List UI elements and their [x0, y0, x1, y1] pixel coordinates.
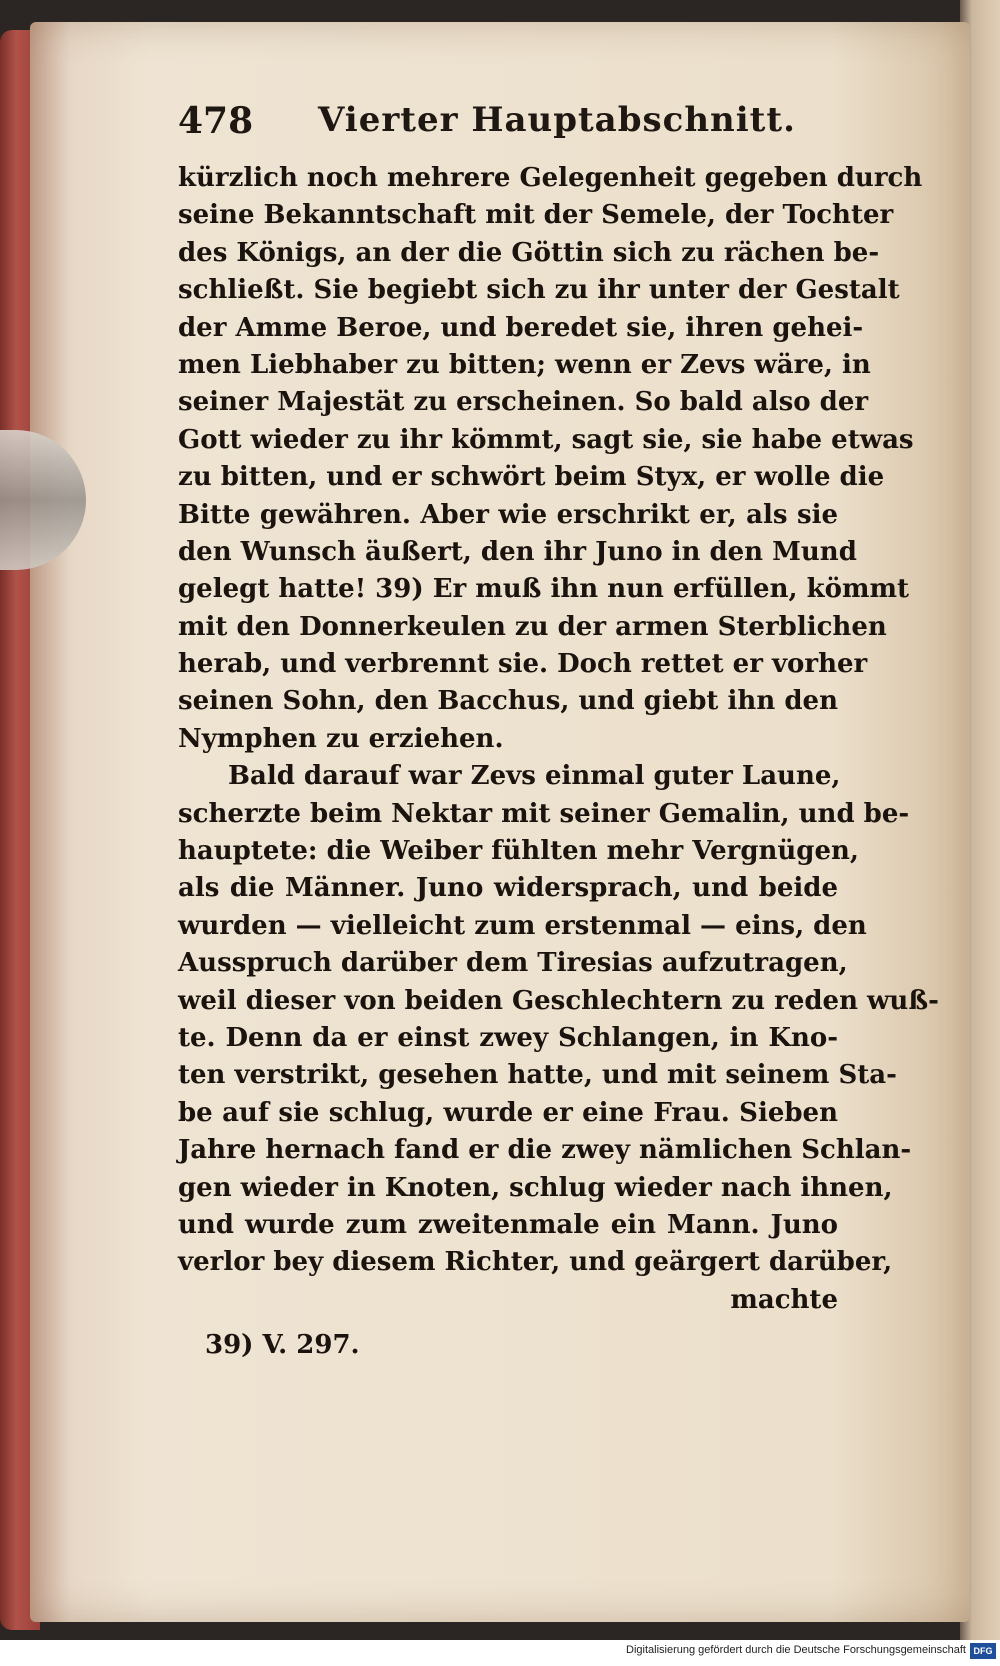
text-line: weil dieser von beiden Geschlechtern zu reden wuß- [178, 985, 939, 1016]
text-line: Gott wieder zu ihr kömmt, sagt sie, sie habe etwas [178, 424, 914, 455]
text-line: Nymphen zu erziehen. [178, 723, 504, 754]
footer-bar [0, 1640, 1000, 1666]
text-line: ten verstrikt, gesehen hatte, und mit seinem Sta- [178, 1060, 897, 1091]
text-line: der Amme Beroe, und beredet sie, ihren gehei- [178, 312, 864, 343]
text-line: seine Bekanntschaft mit der Semele, der Tochter [178, 200, 894, 231]
text-line: Bald darauf war Zevs einmal guter Laune, [228, 761, 841, 792]
catchword: machte [730, 1284, 838, 1315]
text-line: des Königs, an der die Göttin sich zu rächen be- [178, 237, 880, 268]
page-header [178, 100, 878, 150]
text-line: mit den Donnerkeulen zu der armen Sterblichen [178, 611, 887, 642]
text-line: te. Denn da er einst zwey Schlangen, in Kno- [178, 1022, 838, 1053]
text-line: kürzlich noch mehrere Gelegenheit gegeben durch [178, 163, 923, 193]
text-line: verlor bey diesem Richter, und geärgert darüber, [178, 1247, 893, 1278]
text-line: schließt. Sie begiebt sich zu ihr unter der Gestalt [178, 275, 900, 306]
text-line: gelegt hatte! 39) Er muß ihn nun erfüllen, kömmt [178, 574, 909, 605]
text-line: wurden — vielleicht zum erstenmal — eins, den [178, 910, 867, 941]
funding-credit: Digitalisierung gefördert durch die Deutsche Forschungsgemeinschaft [626, 1644, 966, 1656]
text-line: men Liebhaber zu bitten; wenn er Zevs wäre, in [178, 349, 871, 380]
text-line: den Wunsch äußert, den ihr Juno in den Mund [178, 536, 857, 567]
text-line: Jahre hernach fand er die zwey nämlichen Schlan- [178, 1135, 912, 1166]
text-line: Ausspruch darüber dem Tiresias aufzutragen, [178, 948, 848, 979]
text-line: scherzte beim Nektar mit seiner Gemalin, und be- [178, 798, 910, 829]
dfg-logo: DFG [970, 1643, 996, 1659]
text-line: seinen Sohn, den Bacchus, und giebt ihn den [178, 686, 838, 717]
text-line: zu bitten, und er schwört beim Styx, er wolle die [178, 462, 885, 493]
text-line: herab, und verbrennt sie. Doch rettet er vorher [178, 649, 868, 680]
text-line: gen wieder in Knoten, schlug wieder nach ihnen, [178, 1172, 893, 1203]
body-text [178, 160, 939, 1319]
page-number: 478 [178, 100, 254, 142]
running-title: Vierter Hauptabschnitt. [318, 100, 796, 140]
text-line: Bitte gewähren. Aber wie erschrikt er, als sie [178, 499, 838, 530]
text-line: seiner Majestät zu erscheinen. So bald also der [178, 387, 869, 418]
text-line: als die Männer. Juno widersprach, und beide [178, 873, 838, 904]
footnote: 39) V. 297. [205, 1330, 360, 1360]
text-line: be auf sie schlug, wurde er eine Frau. Sieben [178, 1097, 838, 1128]
text-line: hauptete: die Weiber fühlten mehr Vergnügen, [178, 836, 859, 867]
text-line: und wurde zum zweitenmale ein Mann. Juno [178, 1209, 838, 1240]
